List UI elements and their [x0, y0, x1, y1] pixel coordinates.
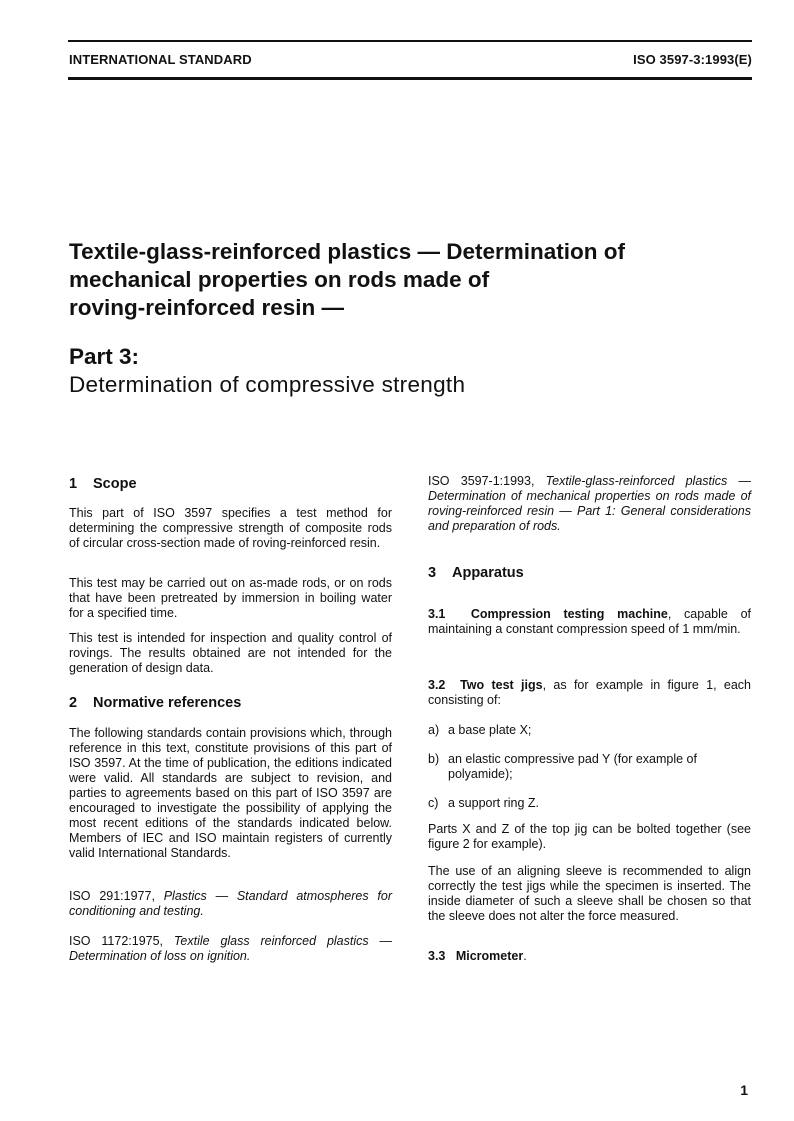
clause-3-2 — [428, 678, 751, 708]
clause-3-1 — [428, 607, 751, 637]
reference-title: Textile glass reinforced plastics — Determination of loss on ignition. — [69, 934, 393, 963]
section-number: 1 — [69, 476, 78, 492]
clause-number: 3.3 — [428, 949, 446, 963]
scope-paragraph-1: This part of ISO 3597 specifies a test method for determining the compressive strength of composite rods of circular cross-section made of roving-reinforced resin. — [69, 506, 392, 550]
clause-text: , capable of maintaining a constant compression speed of 1 mm/min. — [428, 607, 751, 636]
clause-text: . — [523, 949, 527, 963]
header-standard-type: INTERNATIONAL STANDARD — [69, 52, 252, 67]
reference-iso-3597-1 — [428, 474, 751, 534]
clause-3-3 — [428, 949, 751, 964]
title-line-3: roving-reinforced resin — — [69, 295, 345, 320]
list-text: an elastic compressive pad Y (for example of — [448, 752, 697, 766]
references-intro-paragraph: The following standards contain provisions which, through reference in this text, constitute provisions of this part of ISO 3597. At the time of publication, the editions indicated were valid. All standards are subject to revision, and parties to agreements based on this part of ISO 3597 are encouraged to investigate the possibility of applying the most recent editions of the standards indicated below. Members of IEC and ISO maintain registers of currently valid International Standards. — [69, 726, 392, 860]
clause-title: Compression testing machine — [470, 607, 668, 621]
list-label: b) — [428, 752, 440, 766]
header-standard-number: ISO 3597-3:1993(E) — [633, 52, 752, 67]
list-item-b — [428, 752, 751, 782]
reference-code: ISO 291:1977, — [69, 889, 155, 903]
reference-iso-1172 — [69, 934, 392, 964]
list-item-c — [428, 796, 751, 811]
clause-number: 3.2 — [428, 678, 446, 692]
reference-code: ISO 3597-1:1993, — [428, 474, 535, 488]
title-line-1: Textile-glass-reinforced plastics — Determination of — [69, 239, 625, 264]
title-line-2: mechanical properties on rods made of — [69, 267, 490, 292]
document-title — [69, 238, 709, 322]
section-3-heading — [428, 566, 524, 581]
reference-title: Textile-glass-reinforced plastics — Determination of mechanical properties on rods made of roving-reinforced resin — Part 1: General considerations and preparation of rods. — [428, 474, 751, 533]
list-label: c) — [428, 796, 439, 810]
list-text-continued: polyamide); — [448, 767, 513, 781]
list-text: a base plate X; — [448, 723, 532, 737]
section-2-heading — [69, 696, 241, 711]
list-text: a support ring Z. — [448, 796, 540, 810]
reference-title: Plastics — Standard atmospheres for conditioning and testing. — [69, 889, 392, 918]
scope-paragraph-3: This test is intended for inspection and quality control of rovings. The results obtained are not intended for the generation of design data. — [69, 631, 392, 675]
section-number: 2 — [69, 695, 78, 711]
clause-title: Micrometer — [455, 949, 524, 963]
section-number: 3 — [428, 565, 437, 581]
scope-paragraph-2: This test may be carried out on as-made rods, or on rods that have been pretreated by immersion in boiling water for a specified time. — [69, 576, 392, 620]
paragraph-parts-bolted: Parts X and Z of the top jig can be bolted together (see figure 2 for example). — [428, 822, 751, 851]
part-label: Part 3: — [69, 344, 140, 369]
section-1-heading — [69, 477, 137, 492]
section-title: Scope — [93, 476, 137, 492]
list-item-a — [428, 723, 751, 738]
list-label: a) — [428, 723, 440, 737]
reference-code: ISO 1172:1975, — [69, 934, 164, 948]
clause-title: Two test jigs — [460, 678, 543, 692]
paragraph-aligning-sleeve: The use of an aligning sleeve is recommended to align correctly the test jigs while the specimen is inserted. The inside diameter of such a sleeve shall be chosen so that the sleeve does not alter the force measured. — [428, 864, 751, 923]
header-rule-top — [68, 40, 752, 42]
part-subtitle: Determination of compressive strength — [69, 372, 466, 397]
clause-number: 3.1 — [428, 607, 446, 621]
reference-iso-291 — [69, 889, 392, 919]
header-rule-bottom — [68, 77, 752, 80]
page-number: 1 — [740, 1082, 748, 1098]
clause-text: , as for example in figure 1, each consisting of: — [428, 678, 751, 707]
section-title: Normative references — [93, 695, 242, 711]
section-title: Apparatus — [452, 565, 524, 581]
